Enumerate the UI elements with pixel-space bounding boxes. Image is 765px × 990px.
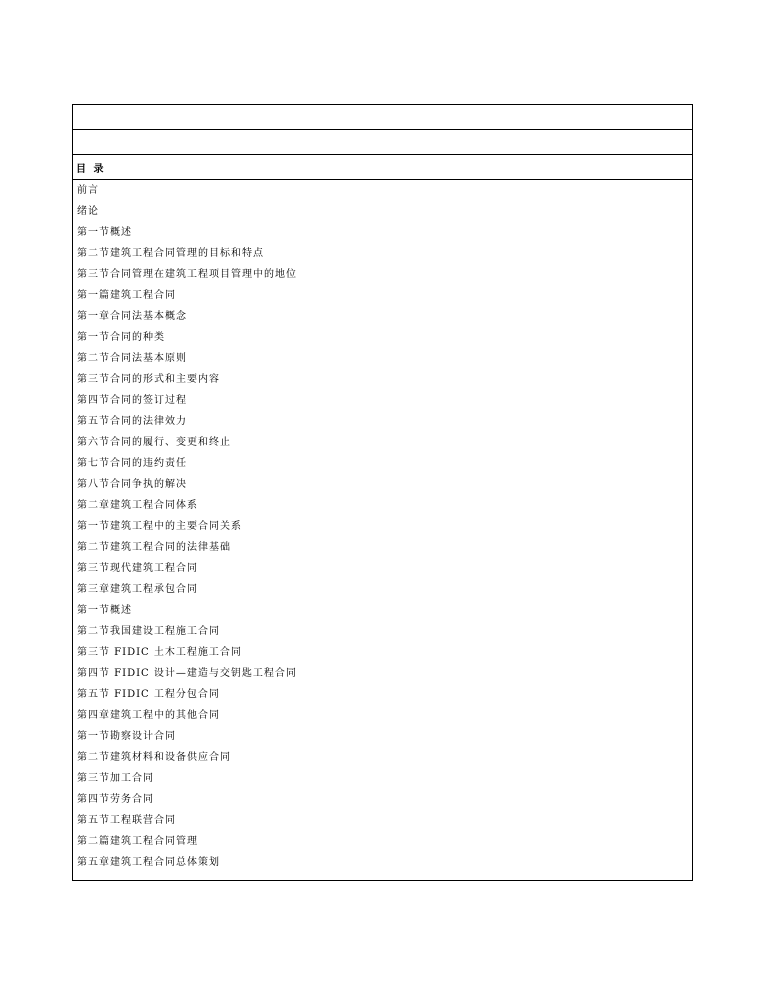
toc-entry: 第三节 FIDIC 土木工程施工合同	[77, 647, 242, 658]
toc-entry: 第二节建筑材料和设备供应合同	[77, 752, 231, 763]
toc-entry: 第二篇建筑工程合同管理	[77, 836, 198, 847]
toc-entry: 第一节合同的种类	[77, 332, 165, 343]
toc-entry: 第二节建筑工程合同的法律基础	[77, 542, 231, 553]
toc-entry: 第二节合同法基本原则	[77, 353, 187, 364]
blank-row-1	[73, 105, 692, 130]
toc-entry: 第三节现代建筑工程合同	[77, 563, 198, 574]
toc-entry: 前言	[77, 185, 99, 196]
toc-entry: 第一节概述	[77, 605, 132, 616]
toc-entry: 第三节合同管理在建筑工程项目管理中的地位	[77, 269, 297, 280]
toc-entry: 第四节劳务合同	[77, 794, 154, 805]
toc-entry: 绪论	[77, 206, 99, 217]
toc-entry: 第五节合同的法律效力	[77, 416, 187, 427]
toc-entry: 第八节合同争执的解决	[77, 479, 187, 490]
toc-header: 目 录	[73, 155, 692, 180]
toc-entry: 第三章建筑工程承包合同	[77, 584, 198, 595]
toc-entry: 第五节 FIDIC 工程分包合同	[77, 689, 220, 700]
toc-entry: 第三节合同的形式和主要内容	[77, 374, 220, 385]
toc-entry: 第四节合同的签订过程	[77, 395, 187, 406]
toc-list	[73, 180, 692, 873]
toc-entry: 第二节我国建设工程施工合同	[77, 626, 220, 637]
toc-entry: 第一节勘察设计合同	[77, 731, 176, 742]
toc-entry: 第二章建筑工程合同体系	[77, 500, 198, 511]
toc-entry: 第五节工程联营合同	[77, 815, 176, 826]
toc-entry: 第四节 FIDIC 设计—建造与交钥匙工程合同	[77, 668, 297, 679]
toc-entry: 第七节合同的违约责任	[77, 458, 187, 469]
toc-entry: 第一篇建筑工程合同	[77, 290, 176, 301]
toc-entry: 第三节加工合同	[77, 773, 154, 784]
toc-entry: 第六节合同的履行、变更和终止	[77, 437, 231, 448]
toc-entry: 第一章合同法基本概念	[77, 311, 187, 322]
toc-entry: 第二节建筑工程合同管理的目标和特点	[77, 248, 264, 259]
toc-table	[72, 104, 693, 881]
toc-entry: 第一节概述	[77, 227, 132, 238]
toc-entry: 第四章建筑工程中的其他合同	[77, 710, 220, 721]
blank-row-2	[73, 130, 692, 155]
toc-entry: 第五章建筑工程合同总体策划	[77, 857, 220, 868]
toc-entry: 第一节建筑工程中的主要合同关系	[77, 521, 242, 532]
